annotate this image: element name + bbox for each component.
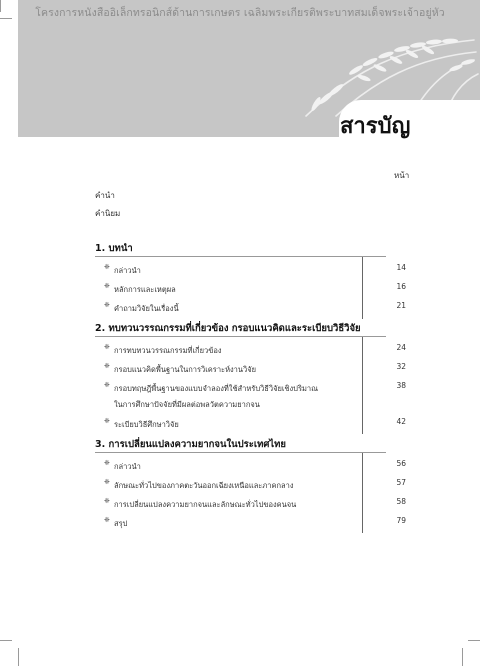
toc-entry-page: 57 <box>396 478 406 487</box>
crop-mark <box>0 640 12 641</box>
page-column-label: หน้า <box>394 171 410 180</box>
toc-entry-page: 58 <box>396 497 406 506</box>
chapter-divider <box>95 452 386 453</box>
bullet-icon: ❈ <box>104 282 110 290</box>
toc-entry-page: 38 <box>396 381 406 390</box>
chapter-divider <box>95 336 386 337</box>
toc-chapter-title: 1. บทนำ <box>95 243 133 254</box>
crop-mark <box>462 648 463 666</box>
bullet-icon: ❈ <box>104 362 110 370</box>
bullet-icon: ❈ <box>104 301 110 309</box>
toc-chapter-title: 3. การเปลี่ยนแปลงความยากจนในประเทศไทย <box>95 439 287 450</box>
toc-entry-page: 56 <box>396 459 406 468</box>
bullet-icon: ❈ <box>104 516 110 524</box>
toc-entry-title: กรอบทฤษฎีพื้นฐานของแบบจำลองที่ใช้สำหรับวิธีวิจัยเชิงปริมาณ <box>114 384 319 393</box>
bullet-icon: ❈ <box>104 343 110 351</box>
toc-entry-title: การเปลี่ยนแปลงความยากจนและลักษณะทั่วไปของคนจน <box>114 500 297 509</box>
toc-entry-page: 16 <box>396 282 406 291</box>
crop-mark <box>18 648 19 666</box>
page-number-divider <box>362 257 363 319</box>
toc-entry-title: สรุป <box>114 519 128 528</box>
toc-entry-title: การทบทวนวรรณกรรมที่เกี่ยวข้อง <box>114 346 222 355</box>
toc-entry-page: 42 <box>396 417 406 426</box>
toc-entry-title: ลักษณะทั่วไปของภาคตะวันออกเฉียงเหนือและภาคกลาง <box>114 481 294 490</box>
crop-mark <box>468 640 480 641</box>
toc-front-item: คำนำ <box>95 191 115 200</box>
bullet-icon: ❈ <box>104 263 110 271</box>
page-number-divider <box>362 337 363 434</box>
toc-entry-page: 24 <box>396 343 406 352</box>
page-title: สารบัญ <box>340 114 411 139</box>
toc-entry-page: 21 <box>396 301 406 310</box>
series-title: โครงการหนังสืออิเล็กทรอนิกส์ด้านการเกษตร เฉลิมพระเกียรติพระบาทสมเด็จพระเจ้าอยู่หัว <box>35 7 445 19</box>
toc-entry-title: คำถามวิจัยในเรื่องนี้ <box>114 304 179 313</box>
toc-entry-title: หลักการและเหตุผล <box>114 285 176 294</box>
toc-front-item: คำนิยม <box>95 209 121 218</box>
bullet-icon: ❈ <box>104 417 110 425</box>
page-number-divider <box>362 453 363 533</box>
toc-entry-page: 14 <box>396 263 406 272</box>
chapter-divider <box>95 256 386 257</box>
toc-entry-title: กรอบแนวคิดพื้นฐานในการวิเคราะห์งานวิจัย <box>114 365 257 374</box>
toc-entry-title: กล่าวนำ <box>114 462 141 471</box>
toc-entry-page: 32 <box>396 362 406 371</box>
bullet-icon: ❈ <box>104 459 110 467</box>
bullet-icon: ❈ <box>104 381 110 389</box>
toc-entry-title: ระเบียบวิธีศึกษาวิจัย <box>114 420 179 429</box>
toc-entry-page: 79 <box>396 516 406 525</box>
toc-entry-title-continued: ในการศึกษาปัจจัยที่มีผลต่อพลวัตความยากจน <box>114 400 260 409</box>
toc-entry-title: กล่าวนำ <box>114 266 141 275</box>
bullet-icon: ❈ <box>104 497 110 505</box>
bullet-icon: ❈ <box>104 478 110 486</box>
toc-chapter-title: 2. ทบทวนวรรณกรรมที่เกี่ยวข้อง กรอบแนวคิดและระเบียบวิธีวิจัย <box>95 323 361 334</box>
